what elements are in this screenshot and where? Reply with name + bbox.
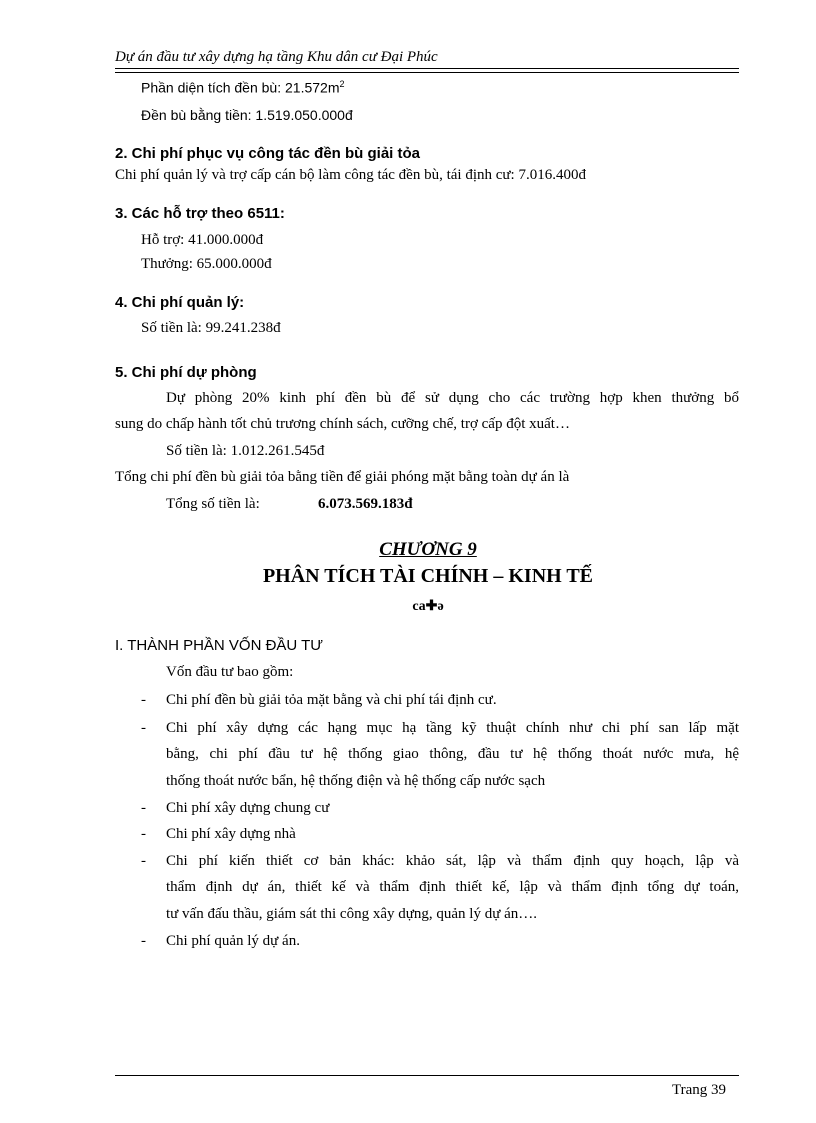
section-4-heading: 4. Chi phí quản lý: [115,294,245,311]
page-number: Trang 39 [672,1082,727,1098]
bullet-6-dash: - [141,933,146,949]
running-header: Dự án đầu tư xây dựng hạ tầng Khu dân cư Đại Phúc [115,49,438,65]
total-text: Tổng chi phí đền bù giải tỏa bằng tiền để giải phóng mặt bằng toàn dự án là [115,469,570,485]
header-rule-thin [115,72,739,73]
header-rule-thick [115,68,739,69]
total-label: Tổng số tiền là: [166,496,260,512]
bullet-5-line-3: tư vấn đấu thầu, giám sát thi công xây dựng, quản lý dự án…. [166,906,537,922]
chapter-number: CHƯƠNG 9 [379,539,477,560]
section-2-text: Chi phí quản lý và trợ cấp cán bộ làm công tác đền bù, tái định cư: 7.016.400đ [115,167,586,183]
bullet-3-dash: - [141,800,146,816]
chapter-title: PHÂN TÍCH TÀI CHÍNH – KINH TẾ [262,565,594,587]
bullet-4-dash: - [141,826,146,842]
section-5-heading: 5. Chi phí dự phòng [115,364,257,381]
area-text: Phần diện tích đền bù: 21.572m [141,79,340,96]
bullet-2-line-3: thống thoát nước bẩn, hệ thống điện và hệ thống cấp nước sạch [166,773,546,789]
bonus-line: Thưởng: 65.000.000đ [141,256,272,272]
bullet-5-line-1: Chi phí kiến thiết cơ bản khác: khảo sát, lập và thẩm định quy hoạch, lập và [166,853,739,869]
reserve-paragraph-line-2: sung do chấp hành tốt chủ trương chính sách, cưỡng chế, trợ cấp đột xuất… [115,416,570,432]
capital-intro: Vốn đầu tư bao gồm: [166,664,294,680]
reserve-amount: Số tiền là: 1.012.261.545đ [166,443,325,459]
total-value: 6.073.569.183đ [318,496,413,512]
bullet-1-text: Chi phí đền bù giải tỏa mặt bằng và chi phí tái định cư. [166,692,497,708]
reserve-paragraph-line-1: Dự phòng 20% kinh phí đền bù để sử dụng cho các trường hợp khen thưởng bổ [166,390,739,406]
section-2-heading: 2. Chi phí phục vụ công tác đền bù giải tỏa [115,145,421,162]
management-amount: Số tiền là: 99.241.238đ [141,320,281,336]
bullet-6-text: Chi phí quản lý dự án. [166,933,300,949]
section-I-heading: I. THÀNH PHẦN VỐN ĐẦU TƯ [115,637,324,654]
bullet-1-dash: - [141,692,146,708]
footer-rule [115,1075,739,1076]
bullet-2-line-2: bằng, chi phí đầu tư hệ thống giao thông, đầu tư hệ thống thoát nước mưa, hệ [166,746,739,762]
section-3-heading: 3. Các hỗ trợ theo 6511: [115,205,285,222]
chapter-ornament: ca✚ǝ [412,599,444,614]
support-line: Hỗ trợ: 41.000.000đ [141,232,264,248]
bullet-3-text: Chi phí xây dựng chung cư [166,800,330,816]
bullet-2-dash: - [141,720,146,736]
bullet-5-line-2: thẩm định dự án, thiết kế và thẩm định thiết kế, lập và thẩm định tổng dự toán, [166,879,739,895]
area-line [141,79,345,96]
bullet-2-line-1: Chi phí xây dựng các hạng mục hạ tầng kỹ thuật chính như chi phí san lấp mặt [166,720,739,736]
money-line: Đền bù bằng tiền: 1.519.050.000đ [141,107,353,123]
bullet-4-text: Chi phí xây dựng nhà [166,826,296,842]
bullet-5-dash: - [141,853,146,869]
area-superscript: 2 [339,79,345,89]
